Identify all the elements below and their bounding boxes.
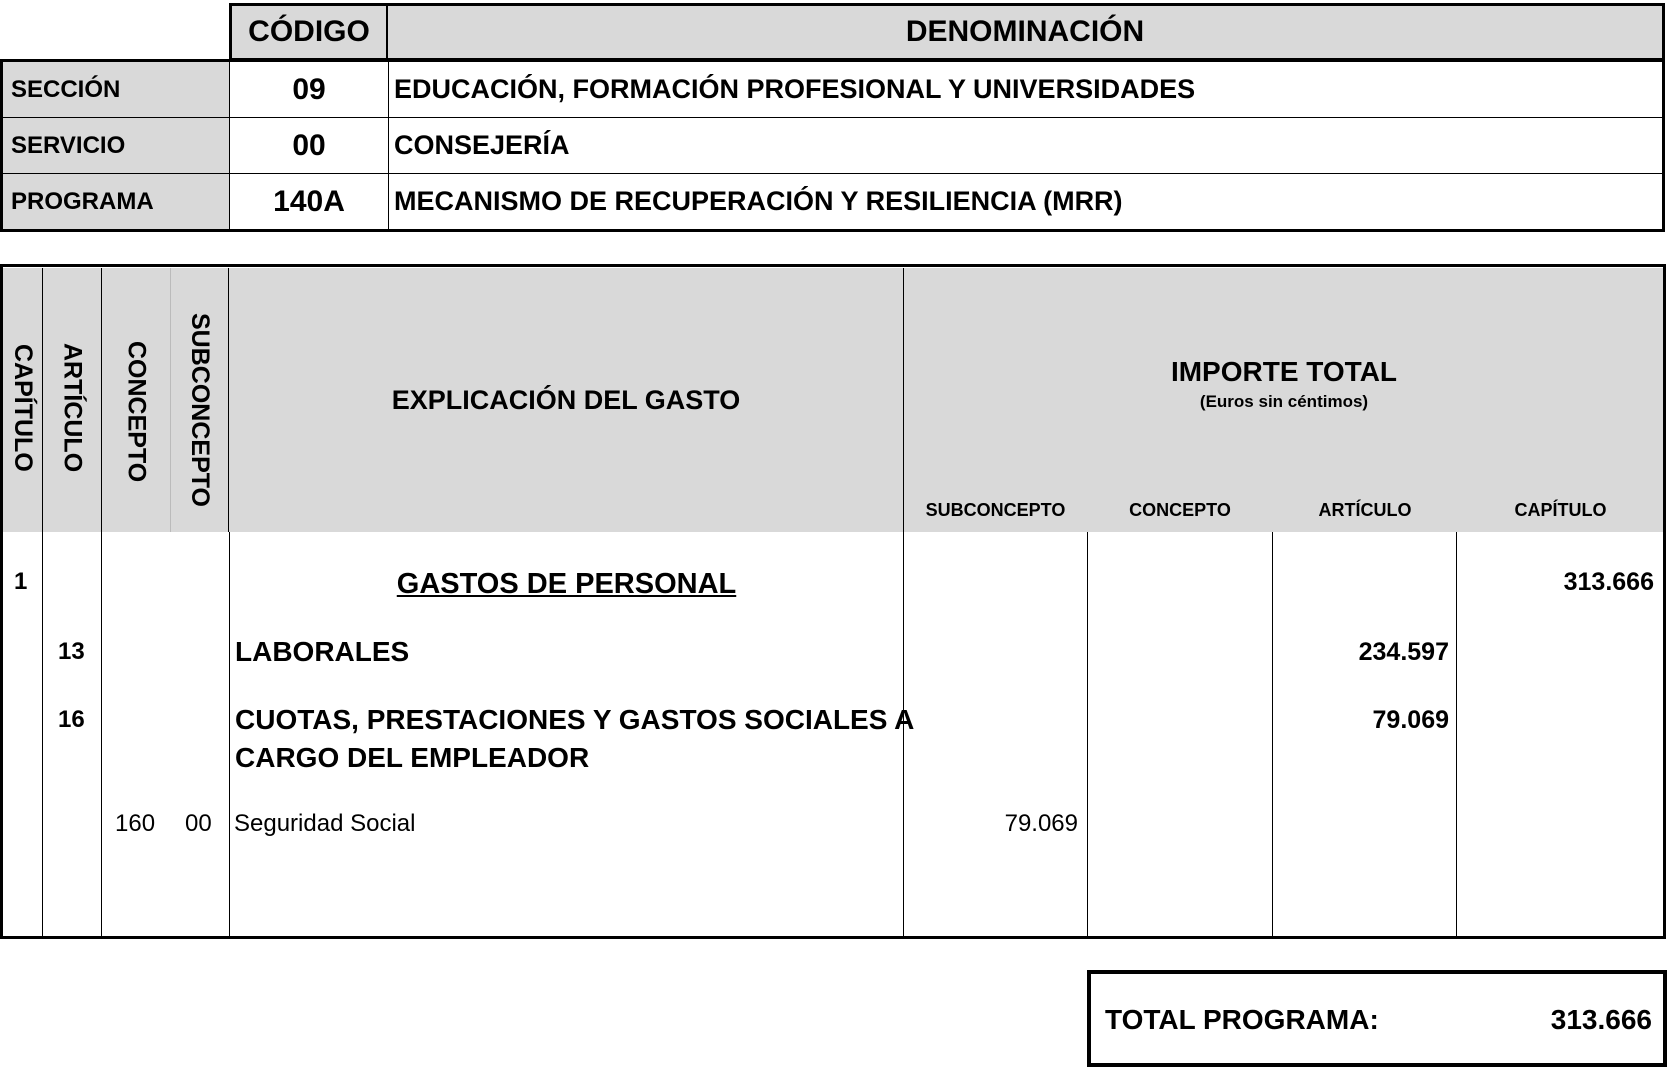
row-articulo-16-code: 16 <box>58 706 85 733</box>
row-articulo-13-text: LABORALES <box>235 636 410 667</box>
sub-col-concepto: CONCEPTO <box>1129 500 1231 520</box>
row-capitulo-code: 1 <box>14 568 28 595</box>
sub-col-articulo: ARTÍCULO <box>1318 500 1412 520</box>
servicio-label: SERVICIO <box>3 118 229 174</box>
programa-code: 140A <box>229 174 388 229</box>
col-subconcepto: SUBCONCEPTO <box>170 268 229 532</box>
row-subconcepto-text: Seguridad Social <box>234 810 416 837</box>
total-value: 313.666 <box>1550 1004 1652 1035</box>
importe-title: IMPORTE TOTAL <box>1170 356 1398 387</box>
row-articulo-16-amount: 79.069 <box>1372 706 1449 734</box>
seccion-name: EDUCACIÓN, FORMACIÓN PROFESIONAL Y UNIVERSIDADES <box>388 62 1662 118</box>
total-label: TOTAL PROGRAMA: <box>1105 1004 1379 1035</box>
col-articulo: ARTÍCULO <box>43 268 102 532</box>
row-concepto-code: 160 <box>115 810 156 837</box>
row-capitulo-amount: 313.666 <box>1563 568 1654 596</box>
col-capitulo: CAPÍTULO <box>3 268 43 532</box>
servicio-name: CONSEJERÍA <box>388 118 1662 174</box>
row-subconcepto-code: 00 <box>185 810 212 837</box>
importe-subtitle: (Euros sin céntimos) <box>1199 392 1369 411</box>
seccion-code: 09 <box>229 62 388 118</box>
servicio-code: 00 <box>229 118 388 174</box>
denominacion-header: DENOMINACIÓN <box>387 3 1665 61</box>
sub-col-capitulo: CAPÍTULO <box>1514 500 1607 520</box>
row-subconcepto-amount: 79.069 <box>1004 810 1078 837</box>
col-concepto: CONCEPTO <box>122 340 151 482</box>
sub-col-subconcepto: SUBCONCEPTO <box>925 500 1066 520</box>
seccion-label: SECCIÓN <box>3 62 229 118</box>
row-articulo-16-text-1: CUOTAS, PRESTACIONES Y GASTOS SOCIALES A <box>235 704 915 735</box>
row-articulo-16-text-2: CARGO DEL EMPLEADOR <box>235 742 590 773</box>
codigo-header: CÓDIGO <box>229 3 389 61</box>
row-articulo-13-amount: 234.597 <box>1358 638 1449 666</box>
col-explicacion: EXPLICACIÓN DEL GASTO <box>229 268 904 532</box>
programa-name: MECANISMO DE RECUPERACIÓN Y RESILIENCIA (MRR) <box>388 174 1662 229</box>
row-articulo-13-code: 13 <box>58 638 85 665</box>
row-capitulo-text: GASTOS DE PERSONAL <box>396 568 737 600</box>
programa-label: PROGRAMA <box>3 174 229 229</box>
